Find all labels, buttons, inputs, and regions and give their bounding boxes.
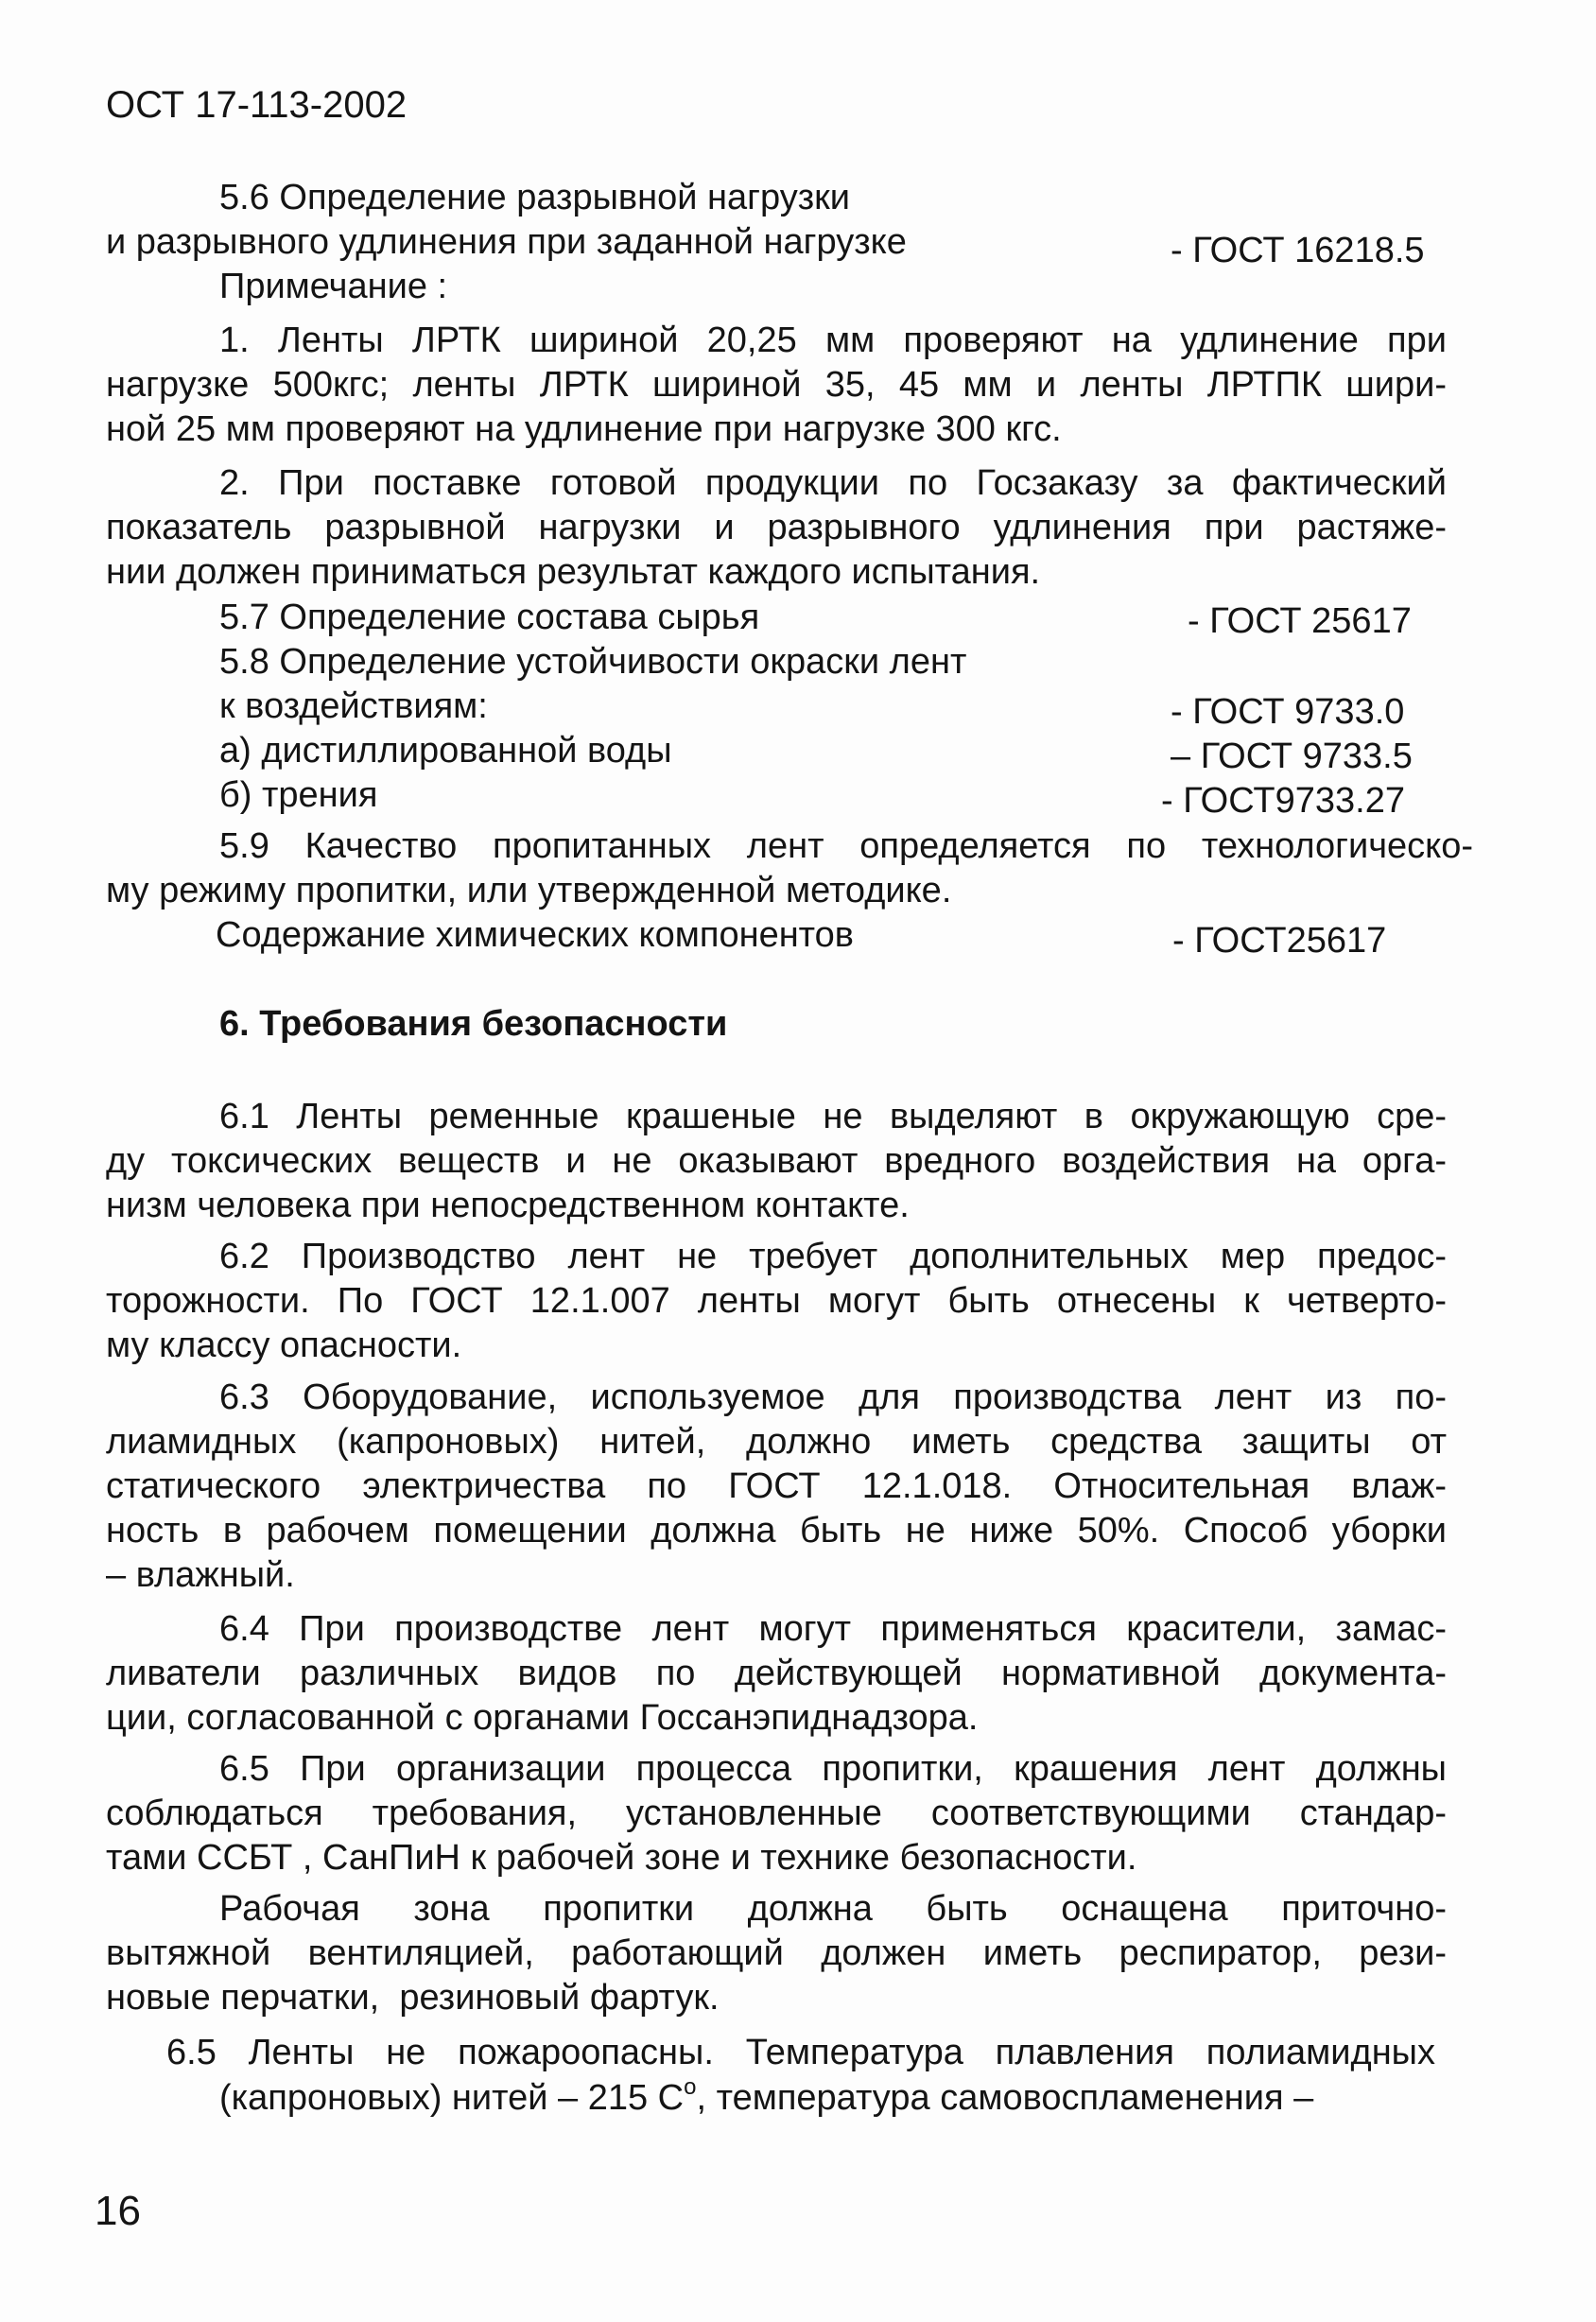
note-label: Примечание : [219, 267, 448, 306]
item-5-9-line-2: му режиму пропитки, или утвержденной методике. [106, 871, 952, 910]
p6-3-line-2: лиамидных (капроновых) нитей, должно иметь средства защиты от [106, 1422, 1447, 1462]
item-5-6-gost: - ГОСТ 16218.5 [1171, 231, 1425, 270]
work-zone-line-1: Рабочая зона пропитки должна быть оснащена приточно- [219, 1889, 1447, 1929]
p6-5-line-1: 6.5 При организации процесса пропитки, крашения лент должны [219, 1749, 1447, 1789]
degree-superscript: о [684, 2074, 697, 2100]
p6-4-line-3: ции, согласованной с органами Госсанэпиднадзора. [106, 1698, 979, 1738]
p6-3-line-1: 6.3 Оборудование, используемое для производства лент из по- [219, 1378, 1447, 1417]
item-5-9-line-1: 5.9 Качество пропитанных лент определяется по технологическо- [219, 826, 1473, 866]
note-1-line-3: ной 25 мм проверяют на удлинение при нагрузке 300 кгс. [106, 409, 1062, 449]
item-5-7-gost: - ГОСТ 25617 [1188, 601, 1412, 641]
item-5-8-b: б) трения [219, 775, 378, 815]
p6-5b-line-2 [219, 2076, 1313, 2120]
p6-4-line-2: ливатели различных видов по действующей нормативной документа- [106, 1654, 1447, 1693]
p6-3-line-5: – влажный. [106, 1555, 295, 1595]
work-zone-line-2: вытяжной вентиляцией, работающий должен иметь респиратор, рези- [106, 1933, 1447, 1973]
item-5-6-title: 5.6 Определение разрывной нагрузки [219, 178, 850, 217]
p6-5b-line-1: 6.5 Ленты не пожароопасны. Температура плавления полиамидных [166, 2033, 1435, 2072]
p6-1-line-1: 6.1 Ленты ременные крашеные не выделяют в окружающую сре- [219, 1097, 1447, 1136]
item-5-7-title: 5.7 Определение состава сырья [219, 598, 760, 637]
note-1-line-1: 1. Ленты ЛРТК шириной 20,25 мм проверяют на удлинение при [219, 321, 1447, 360]
work-zone-line-3: новые перчатки, резиновый фартук. [106, 1978, 720, 2018]
item-5-8-a-gost: – ГОСТ 9733.5 [1171, 736, 1413, 776]
p6-2-line-1: 6.2 Производство лент не требует дополнительных мер предос- [219, 1237, 1447, 1276]
note-2-line-3: нии должен приниматься результат каждого испытания. [106, 552, 1041, 592]
p6-5b-line-2-post: , температура самовоспламенения – [696, 2078, 1314, 2118]
item-5-8-gost: - ГОСТ 9733.0 [1171, 692, 1405, 732]
item-5-8-title: 5.8 Определение устойчивости окраски лент [219, 642, 967, 682]
item-5-8-line2: к воздействиям: [219, 686, 488, 726]
p6-2-line-3: му классу опасности. [106, 1326, 462, 1365]
chem-content-gost: - ГОСТ25617 [1172, 921, 1387, 961]
p6-2-line-2: торожности. По ГОСТ 12.1.007 ленты могут быть отнесены к четверто- [106, 1281, 1447, 1321]
p6-1-line-3: низм человека при непосредственном контакте. [106, 1186, 910, 1225]
page-number: 16 [95, 2188, 141, 2234]
p6-5-line-2: соблюдаться требования, установленные соответствующими стандар- [106, 1793, 1447, 1833]
item-5-6-line2: и разрывного удлинения при заданной нагрузке [106, 222, 907, 262]
p6-3-line-4: ность в рабочем помещении должна быть не ниже 50%. Способ уборки [106, 1511, 1447, 1551]
section-6-heading: 6. Требования безопасности [219, 1004, 728, 1044]
p6-5-line-3: тами ССБТ , СанПиН к рабочей зоне и технике безопасности. [106, 1838, 1137, 1878]
document-code: ОСТ 17-113-2002 [106, 84, 408, 126]
p6-3-line-3: статического электричества по ГОСТ 12.1.018. Относительная влаж- [106, 1466, 1447, 1506]
note-1-line-2: нагрузке 500кгс; ленты ЛРТК шириной 35, 45 мм и ленты ЛРТПК шири- [106, 365, 1447, 405]
p6-5b-line-2-pre: (капроновых) нитей – 215 С [219, 2078, 685, 2118]
item-5-8-b-gost: - ГОСТ9733.27 [1161, 781, 1405, 821]
p6-4-line-1: 6.4 При производстве лент могут применяться красители, замас- [219, 1609, 1447, 1649]
p6-1-line-2: ду токсических веществ и не оказывают вредного воздействия на орга- [106, 1141, 1447, 1181]
note-2-line-2: показатель разрывной нагрузки и разрывного удлинения при растяже- [106, 508, 1447, 547]
item-5-8-a: а) дистиллированной воды [219, 731, 672, 771]
chem-content-label: Содержание химических компонентов [216, 915, 854, 955]
note-2-line-1: 2. При поставке готовой продукции по Госзаказу за фактический [219, 463, 1447, 503]
